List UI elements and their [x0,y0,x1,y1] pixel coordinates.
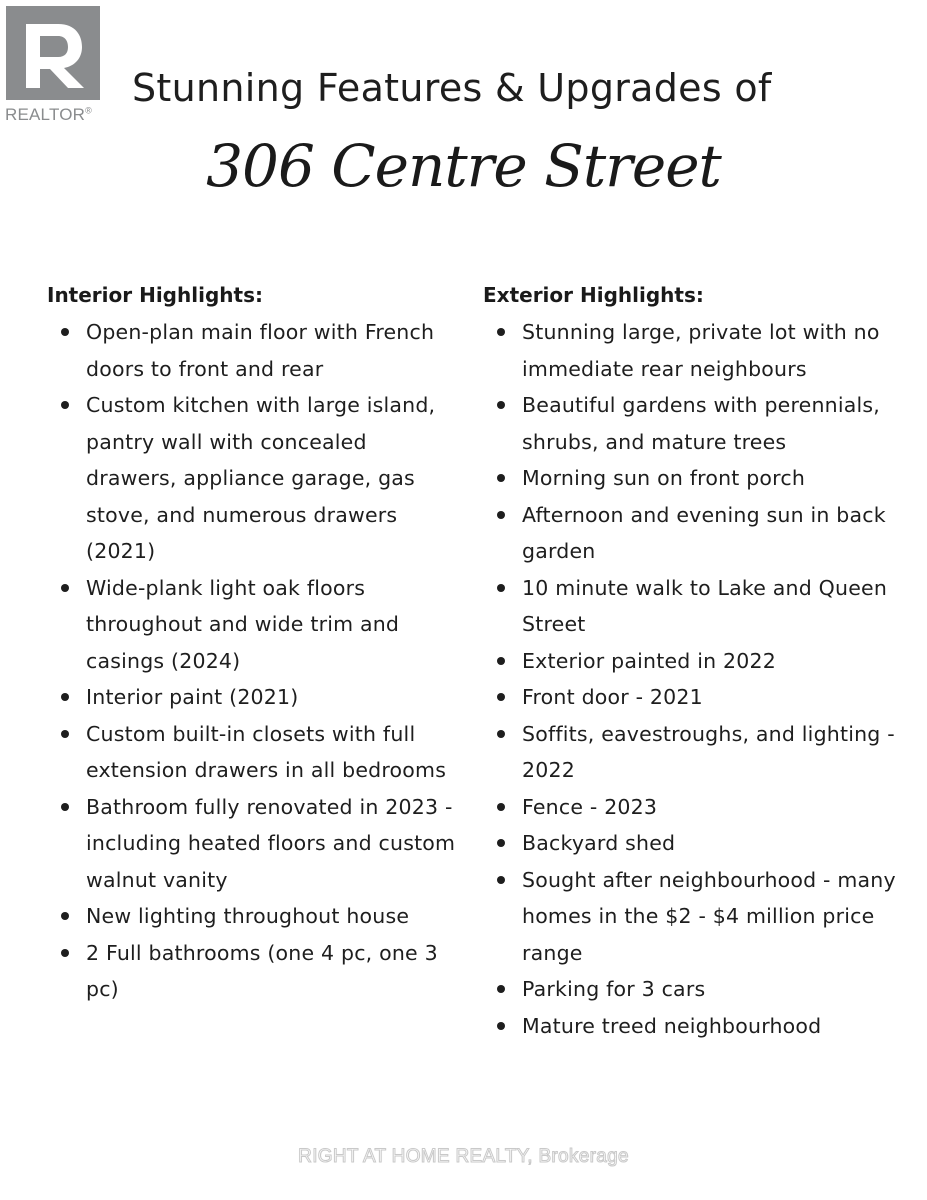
list-item: Interior paint (2021) [47,679,457,716]
exterior-heading: Exterior Highlights: [483,283,704,307]
list-item: Custom built-in closets with full extension drawers in all bedrooms [47,716,457,789]
list-item: Stunning large, private lot with no immediate rear neighbours [483,314,903,387]
brokerage-watermark: RIGHT AT HOME REALTY, Brokerage [298,1146,629,1167]
bullet-icon [497,876,505,884]
bullet-icon [61,730,69,738]
list-item: New lighting throughout house [47,898,457,935]
list-item: Fence - 2023 [483,789,903,826]
list-item: 2 Full bathrooms (one 4 pc, one 3 pc) [47,935,457,1008]
bullet-icon [497,839,505,847]
list-item: Wide-plank light oak floors throughout and wide trim and casings (2024) [47,570,457,680]
bullet-icon [497,803,505,811]
interior-list [47,314,457,1008]
property-address: 306 Centre Street [206,132,721,200]
list-item: Parking for 3 cars [483,971,903,1008]
page-title: Stunning Features & Upgrades of [132,66,772,110]
list-item: Custom kitchen with large island, pantry wall with concealed drawers, appliance garage, gas stove, and numerous drawers (2021) [47,387,457,570]
realtor-logo-text: REALTOR® [5,105,92,124]
bullet-icon [497,730,505,738]
bullet-icon [497,693,505,701]
list-item: Soffits, eavestroughs, and lighting - 2022 [483,716,903,789]
list-item: 10 minute walk to Lake and Queen Street [483,570,903,643]
list-item: Morning sun on front porch [483,460,903,497]
registered-mark: ® [85,105,92,116]
bullet-icon [497,584,505,592]
list-item: Open-plan main floor with French doors to front and rear [47,314,457,387]
bullet-icon [61,949,69,957]
bullet-icon [497,657,505,665]
exterior-list [483,314,903,1044]
bullet-icon [61,912,69,920]
list-item: Front door - 2021 [483,679,903,716]
list-item: Backyard shed [483,825,903,862]
list-item: Exterior painted in 2022 [483,643,903,680]
realtor-logo [5,6,107,128]
bullet-icon [497,1022,505,1030]
bullet-icon [61,401,69,409]
bullet-icon [497,985,505,993]
list-item: Sought after neighbourhood - many homes in the $2 - $4 million price range [483,862,903,972]
bullet-icon [497,328,505,336]
bullet-icon [497,401,505,409]
interior-heading: Interior Highlights: [47,283,263,307]
exterior-section [483,280,903,1044]
bullet-icon [61,584,69,592]
bullet-icon [497,474,505,482]
bullet-icon [61,803,69,811]
list-item: Beautiful gardens with perennials, shrubs, and mature trees [483,387,903,460]
list-item: Afternoon and evening sun in back garden [483,497,903,570]
interior-section [47,280,457,1008]
bullet-icon [497,511,505,519]
bullet-icon [61,328,69,336]
realtor-r-icon [6,6,100,100]
list-item: Mature treed neighbourhood [483,1008,903,1045]
bullet-icon [61,693,69,701]
list-item: Bathroom fully renovated in 2023 - including heated floors and custom walnut vanity [47,789,457,899]
